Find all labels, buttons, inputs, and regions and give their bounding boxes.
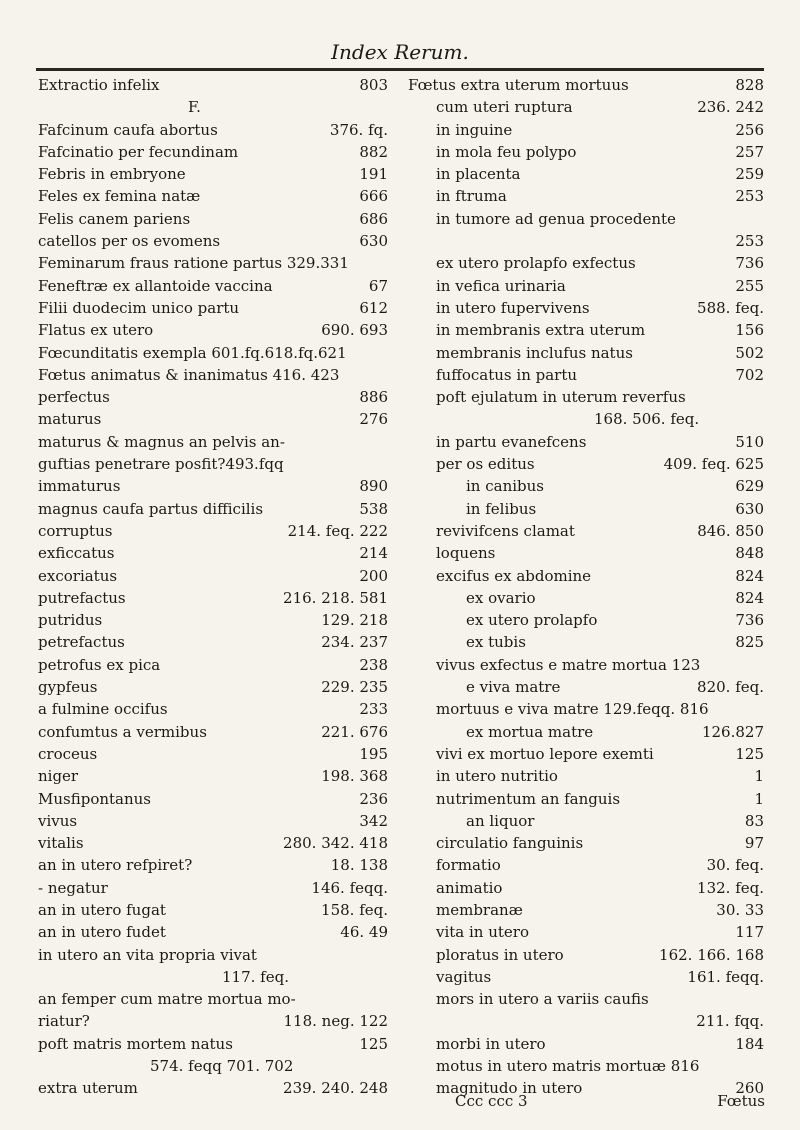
entry-pages: 67 — [368, 276, 388, 295]
entry-term: in tumore ad genua procedente — [436, 209, 676, 228]
entry-pages: 588. feq. — [697, 298, 764, 317]
entry-term: magnitudo in utero — [436, 1079, 583, 1098]
entry-pages: 162. 166. 168 — [659, 945, 764, 964]
entry-term: in mola feu polypo — [436, 142, 577, 161]
entry-term: a fulmine occifus — [38, 700, 168, 719]
entry-term: riatur? — [38, 1012, 90, 1031]
entry-term: vivi ex mortuo lepore exemti — [436, 744, 654, 763]
entry-pages: 825 — [735, 633, 764, 652]
entry-pages: 280. 342. 418 — [283, 834, 388, 853]
right_column-entry — [408, 654, 764, 676]
entry-term: - negatur — [38, 878, 108, 897]
entry-pages: 253 — [735, 187, 764, 206]
entry-pages: 342 — [359, 811, 388, 830]
right_column-entry — [408, 966, 764, 988]
right_column-entry — [408, 609, 764, 631]
entry-pages: 30. 33 — [716, 900, 764, 919]
entry-term: in partu evanefcens — [436, 432, 587, 451]
entry-pages: 129. 218 — [321, 611, 388, 630]
entry-term: Fafcinatio per fecundinam — [38, 142, 239, 161]
entry-pages: 161. feqq. — [687, 967, 764, 986]
entry-pages: 824 — [735, 588, 764, 607]
entry-term: in utero fupervivens — [436, 298, 590, 317]
entry-term: vagitus — [436, 967, 492, 986]
entry-term: an in utero fugat — [38, 900, 166, 919]
entry-term: ex utero prolapfo exfectus — [436, 254, 636, 273]
entry-term: Feles ex femina natæ — [38, 187, 201, 206]
entry-term: croceus — [38, 744, 98, 763]
entry-term: poft ejulatum in uterum reverfus — [436, 388, 686, 407]
entry-term: excoriatus — [38, 566, 118, 585]
entry-pages: 191 — [359, 165, 388, 184]
left_column-entry — [38, 654, 388, 676]
entry-term: gypfeus — [38, 678, 98, 697]
entry-pages: 146. feqq. — [311, 878, 388, 897]
entry-term: Flatus ex utero — [38, 321, 154, 340]
entry-term: motus in utero matris mortuæ 816 — [436, 1057, 700, 1076]
left_column-entry — [38, 676, 388, 698]
running-head: Index Rerum. — [331, 40, 469, 64]
entry-pages: 1 — [754, 767, 764, 786]
left_column-entry — [38, 275, 388, 297]
entry-pages: 125 — [735, 744, 764, 763]
right_column-entry — [408, 1010, 764, 1032]
entry-term: poft matris mortem natus — [38, 1034, 233, 1053]
right_column-entry — [408, 319, 764, 341]
right_column-entry — [408, 96, 764, 118]
entry-term: Extractio infelix — [38, 76, 160, 94]
entry-pages: 612 — [359, 298, 388, 317]
left_column-entry — [38, 297, 388, 319]
entry-pages: 221. 676 — [321, 722, 388, 741]
entry-term: immaturus — [38, 477, 121, 496]
entry-term: corruptus — [38, 521, 113, 540]
entry-term: Fœtus extra uterum mortuus — [408, 76, 629, 94]
entry-term: maturus & magnus an pelvis an- — [38, 432, 285, 451]
left_column-entry — [38, 319, 388, 341]
entry-pages: 260 — [735, 1079, 764, 1098]
left_column-entry — [38, 208, 388, 230]
right_column-entry — [408, 788, 764, 810]
entry-pages: 236 — [359, 789, 388, 808]
entry-pages: 156 — [735, 321, 764, 340]
entry-pages: 846. 850 — [697, 521, 764, 540]
entry-pages: 253 — [735, 232, 764, 251]
catchword: Fœtus — [717, 1092, 765, 1110]
entry-term: maturus — [38, 410, 102, 429]
left_column-entry — [38, 185, 388, 207]
right_column-entry — [408, 252, 764, 274]
left_column-entry — [38, 721, 388, 743]
left_column-entry — [38, 565, 388, 587]
left_column-entry — [38, 252, 388, 274]
entry-term: e viva matre — [466, 678, 561, 697]
right_column-entry — [408, 119, 764, 141]
right_column-entry — [408, 565, 764, 587]
entry-pages: 198. 368 — [321, 767, 388, 786]
entry-term: nutrimentum an fanguis — [436, 789, 621, 808]
left_column-entry — [38, 431, 388, 453]
entry-term: in vefica urinaria — [436, 276, 566, 295]
entry-pages: 214. feq. 222 — [287, 521, 388, 540]
entry-pages: 236. 242 — [697, 98, 764, 117]
entry-term: formatio — [436, 856, 501, 875]
left_column-entry — [38, 609, 388, 631]
entry-term: animatio — [436, 878, 503, 897]
right_column-entry — [408, 988, 764, 1010]
right_column-entry — [408, 1055, 764, 1077]
left_column-entry — [38, 1010, 388, 1032]
left_column-entry — [38, 542, 388, 564]
entry-pages: 1 — [754, 789, 764, 808]
page-footer — [455, 1092, 765, 1114]
right_column-entry — [408, 498, 764, 520]
entry-term: perfectus — [38, 388, 110, 407]
entry-pages: 886 — [359, 388, 388, 407]
left_column-entry — [38, 587, 388, 609]
entry-pages: 803 — [359, 76, 388, 94]
entry-pages: 820. feq. — [697, 678, 764, 697]
entry-term: fuffocatus in partu — [436, 365, 578, 384]
entry-pages: 882 — [359, 142, 388, 161]
entry-pages: 46. 49 — [340, 923, 388, 942]
entry-term: petrofus ex pica — [38, 655, 161, 674]
entry-pages: 629 — [735, 477, 764, 496]
left_column-entry — [38, 944, 388, 966]
left_column-entry — [38, 1077, 388, 1099]
entry-term: ex tubis — [466, 633, 526, 652]
left_column-entry — [38, 788, 388, 810]
entry-pages: 125 — [359, 1034, 388, 1053]
entry-pages: 824 — [735, 566, 764, 585]
entry-pages: 828 — [735, 76, 764, 94]
entry-term: Feminarum fraus ratione partus 329.331 — [38, 254, 349, 273]
entry-term: an in utero fudet — [38, 923, 166, 942]
entry-term: an in utero refpiret? — [38, 856, 193, 875]
entry-term: catellos per os evomens — [38, 232, 221, 251]
entry-pages: 502 — [735, 343, 764, 362]
entry-term: membranis inclufus natus — [436, 343, 633, 362]
entry-term: Fœtus animatus & inanimatus 416. 423 — [38, 365, 340, 384]
entry-pages: 18. 138 — [330, 856, 388, 875]
right_column-entry — [408, 587, 764, 609]
entry-term: ex ovario — [466, 588, 536, 607]
entry-pages: 890 — [359, 477, 388, 496]
right_column-entry — [408, 631, 764, 653]
entry-pages: 238 — [359, 655, 388, 674]
entry-term: in ftruma — [436, 187, 507, 206]
right_column-entry — [408, 431, 764, 453]
entry-term: exficcatus — [38, 544, 115, 563]
entry-pages: 376. fq. — [329, 120, 388, 139]
entry-pages: 736 — [735, 611, 764, 630]
entry-term: in canibus — [466, 477, 544, 496]
right_column-entry — [408, 676, 764, 698]
entry-pages: 848 — [735, 544, 764, 563]
entry-pages: 117 — [735, 923, 764, 942]
left_column-entry — [38, 386, 388, 408]
entry-term: extra uterum — [38, 1079, 138, 1098]
entry-pages: 256 — [735, 120, 764, 139]
entry-pages: 276 — [359, 410, 388, 429]
entry-term: mortuus e viva matre 129.feqq. 816 — [436, 700, 709, 719]
entry-term: Fafcinum caufa abortus — [38, 120, 218, 139]
left_column-entry — [38, 230, 388, 252]
entry-term: Feneftræ ex allantoide vaccina — [38, 276, 273, 295]
entry-pages: 239. 240. 248 — [283, 1079, 388, 1098]
left_column-entry — [38, 141, 388, 163]
right_column-entry — [408, 364, 764, 386]
entry-pages: 666 — [359, 187, 388, 206]
entry-term: petrefactus — [38, 633, 125, 652]
entry-term: excifus ex abdomine — [436, 566, 592, 585]
entry-term: 168. 506. feq. — [594, 410, 700, 429]
right_column-entry — [408, 899, 764, 921]
entry-term: F. — [188, 98, 201, 117]
left_column-entry — [38, 1033, 388, 1055]
entry-pages: 257 — [735, 142, 764, 161]
entry-pages: 630 — [735, 499, 764, 518]
entry-pages: 214 — [359, 544, 388, 563]
left_column-entry — [38, 698, 388, 720]
index-column-left — [38, 74, 388, 1100]
signature-mark: Ccc ccc 3 — [455, 1092, 528, 1110]
left_column-entry — [38, 765, 388, 787]
right_column-entry — [408, 453, 764, 475]
entry-term: vivus exfectus e matre mortua 123 — [436, 655, 701, 674]
entry-term: in utero nutritio — [436, 767, 558, 786]
right_column-entry — [408, 163, 764, 185]
right_column-entry — [408, 342, 764, 364]
entry-term: in utero an vita propria vivat — [38, 945, 257, 964]
right_column-entry — [408, 810, 764, 832]
entry-pages: 158. feq. — [321, 900, 388, 919]
right_column-entry — [408, 542, 764, 564]
right_column-entry — [408, 230, 764, 252]
entry-term: an femper cum matre mortua mo- — [38, 990, 296, 1009]
entry-pages: 83 — [744, 811, 764, 830]
entry-term: an liquor — [466, 811, 535, 830]
left_column-entry — [38, 453, 388, 475]
right_column-entry — [408, 408, 764, 430]
right_column-entry — [408, 520, 764, 542]
right_column-entry — [408, 475, 764, 497]
entry-pages: 200 — [359, 566, 388, 585]
entry-pages: 30. feq. — [706, 856, 764, 875]
right_column-entry — [408, 743, 764, 765]
entry-pages: 259 — [735, 165, 764, 184]
left_column-entry — [38, 877, 388, 899]
entry-pages: 702 — [735, 365, 764, 384]
entry-term: ploratus in utero — [436, 945, 564, 964]
entry-term: cum uteri ruptura — [436, 98, 573, 117]
entry-term: Fœcunditatis exempla 601.fq.618.fq.621 — [38, 343, 347, 362]
index-column-right — [408, 74, 764, 1100]
right_column-entry — [408, 297, 764, 319]
left_column-entry — [38, 520, 388, 542]
entry-pages: 510 — [735, 432, 764, 451]
entry-pages: 538 — [359, 499, 388, 518]
entry-term: putrefactus — [38, 588, 126, 607]
entry-term: in inguine — [436, 120, 513, 139]
header-rule — [36, 68, 764, 71]
entry-pages: 233 — [359, 700, 388, 719]
right_column-entry — [408, 921, 764, 943]
left_column-entry — [38, 966, 388, 988]
entry-term: in felibus — [466, 499, 537, 518]
entry-pages: 132. feq. — [697, 878, 764, 897]
entry-pages: 184 — [735, 1034, 764, 1053]
right_column-entry — [408, 854, 764, 876]
entry-term: 574. feqq 701. 702 — [150, 1057, 294, 1076]
entry-term: niger — [38, 767, 79, 786]
entry-term: mors in utero a variis caufis — [436, 990, 649, 1009]
right_column-entry — [408, 832, 764, 854]
right_column-entry — [408, 141, 764, 163]
left_column-entry — [38, 810, 388, 832]
entry-pages: 216. 218. 581 — [283, 588, 388, 607]
entry-pages: 409. feq. 625 — [663, 455, 764, 474]
entry-term: vitalis — [38, 834, 84, 853]
left_column-entry — [38, 163, 388, 185]
entry-term: putridus — [38, 611, 103, 630]
entry-term: ex mortua matre — [466, 722, 594, 741]
entry-term: in membranis extra uterum — [436, 321, 646, 340]
entry-pages: 118. neg. 122 — [283, 1012, 388, 1031]
entry-term: in placenta — [436, 165, 521, 184]
right_column-entry — [408, 185, 764, 207]
entry-pages: 690. 693 — [321, 321, 388, 340]
left_column-entry — [38, 498, 388, 520]
left_column-entry — [38, 631, 388, 653]
entry-term: magnus caufa partus difficilis — [38, 499, 264, 518]
entry-pages: 255 — [735, 276, 764, 295]
left_column-entry — [38, 74, 388, 96]
entry-pages: 97 — [744, 834, 764, 853]
left_column-entry — [38, 475, 388, 497]
entry-term: Filii duodecim unico partu — [38, 298, 240, 317]
entry-term: membranæ — [436, 900, 523, 919]
left_column-entry — [38, 988, 388, 1010]
entry-term: vita in utero — [436, 923, 530, 942]
right_column-entry — [408, 208, 764, 230]
entry-term: revivifcens clamat — [436, 521, 575, 540]
left_column-entry — [38, 342, 388, 364]
entry-term: Febris in embryone — [38, 165, 186, 184]
entry-term: Felis canem pariens — [38, 209, 191, 228]
entry-term: ex utero prolapfo — [466, 611, 598, 630]
left_column-entry — [38, 119, 388, 141]
entry-term: per os editus — [436, 455, 535, 474]
right_column-entry — [408, 1033, 764, 1055]
entry-term: Musfipontanus — [38, 789, 152, 808]
entry-term: loquens — [436, 544, 496, 563]
entry-term: circulatio fanguinis — [436, 834, 584, 853]
left_column-entry — [38, 854, 388, 876]
entry-pages: 211. fqq. — [696, 1012, 764, 1031]
entry-pages: 229. 235 — [321, 678, 388, 697]
right_column-entry — [408, 698, 764, 720]
entry-term: 117. feq. — [222, 967, 289, 986]
entry-pages: 126.827 — [701, 722, 764, 741]
right_column-entry — [408, 765, 764, 787]
entry-term: confumtus a vermibus — [38, 722, 207, 741]
left_column-entry — [38, 832, 388, 854]
left_column-entry — [38, 899, 388, 921]
right_column-entry — [408, 275, 764, 297]
right_column-entry — [408, 721, 764, 743]
left_column-entry — [38, 364, 388, 386]
entry-term: guftias penetrare posfit?493.fqq — [38, 455, 284, 474]
entry-pages: 630 — [359, 232, 388, 251]
entry-pages: 686 — [359, 209, 388, 228]
entry-term: vivus — [38, 811, 78, 830]
right_column-entry — [408, 386, 764, 408]
entry-pages: 195 — [359, 744, 388, 763]
right_column-entry — [408, 74, 764, 96]
entry-pages: 736 — [735, 254, 764, 273]
left_column-entry — [38, 408, 388, 430]
left_column-entry — [38, 1055, 388, 1077]
entry-pages: 234. 237 — [321, 633, 388, 652]
entry-term: morbi in utero — [436, 1034, 546, 1053]
left_column-entry — [38, 743, 388, 765]
left_column-entry — [38, 921, 388, 943]
right_column-entry — [408, 877, 764, 899]
left_column-entry — [38, 96, 388, 118]
right_column-entry — [408, 944, 764, 966]
